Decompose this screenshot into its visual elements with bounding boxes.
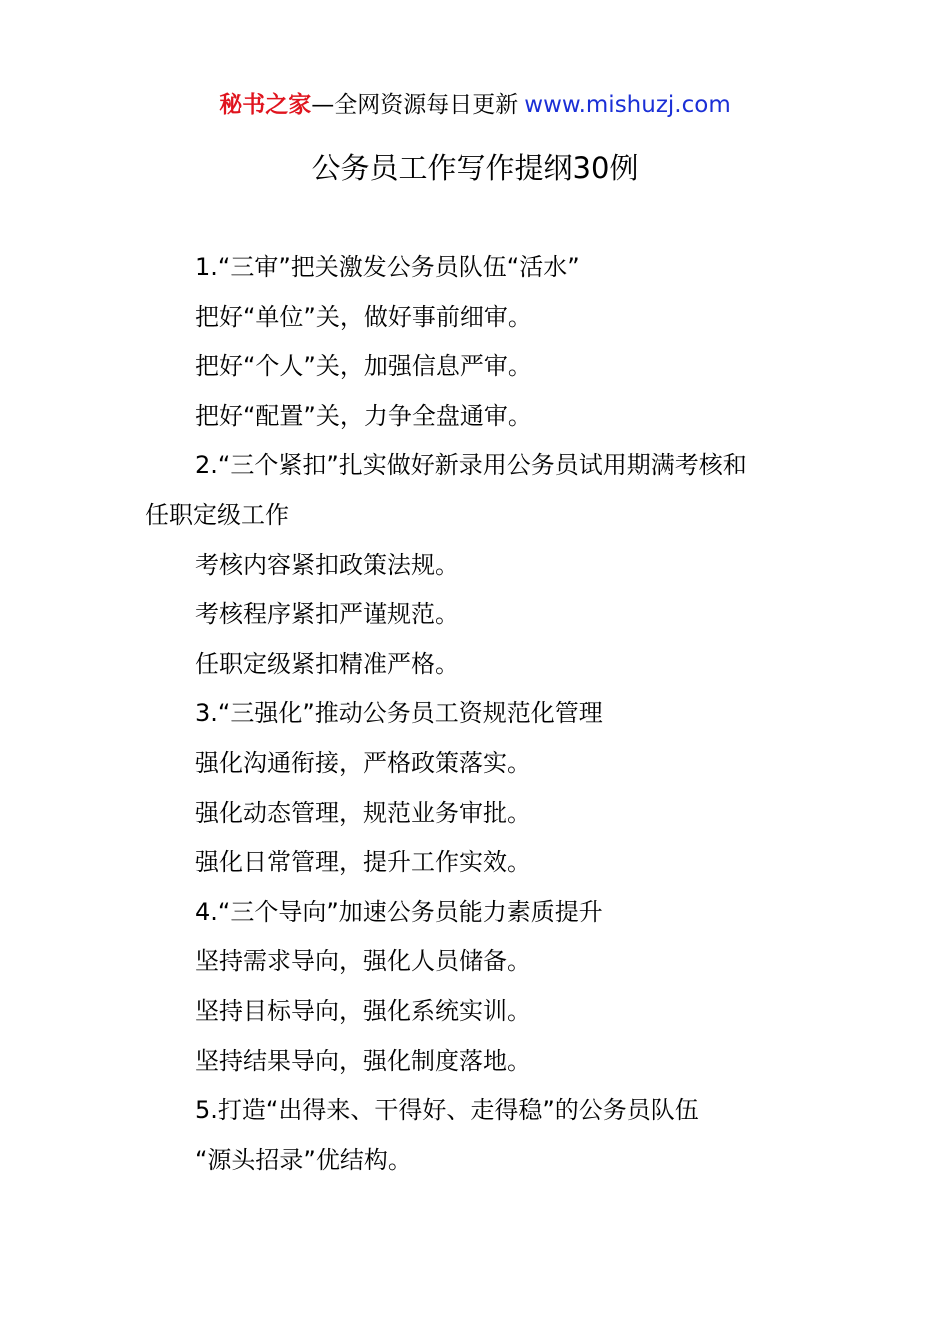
outline-heading-5: 5.打造“出得来、干得好、走得稳”的公务员队伍 <box>195 1096 699 1125</box>
outline-point: 强化沟通衔接，严格政策落实。 <box>195 748 531 777</box>
site-url[interactable]: www.mishuzj.com <box>524 92 731 118</box>
outline-point: 把好“配置”关，力争全盘通审。 <box>195 401 532 430</box>
outline-point: 坚持需求导向，强化人员储备。 <box>195 947 531 976</box>
header-tagline: —全网资源每日更新 <box>311 92 519 118</box>
outline-point: 考核内容紧扣政策法规。 <box>195 550 459 579</box>
outline-point: 强化动态管理，规范业务审批。 <box>195 798 531 827</box>
outline-heading-3: 3.“三强化”推动公务员工资规范化管理 <box>195 699 603 728</box>
document-body <box>145 243 815 1185</box>
outline-heading-2: 2.“三个紧扣”扎实做好新录用公务员试用期满考核和 <box>195 451 747 480</box>
outline-heading-2-continued: 任职定级工作 <box>145 500 289 529</box>
site-header <box>0 86 950 124</box>
outline-heading-1: 1.“三审”把关激发公务员队伍“活水” <box>195 253 580 281</box>
outline-point: 任职定级紧扣精准严格。 <box>195 649 459 678</box>
outline-point: 把好“单位”关，做好事前细审。 <box>195 302 532 331</box>
document-title: 公务员工作写作提纲30例 <box>311 151 639 185</box>
outline-point: 考核程序紧扣严谨规范。 <box>195 600 459 629</box>
outline-point: 把好“个人”关，加强信息严审。 <box>195 352 532 381</box>
outline-point: 坚持结果导向，强化制度落地。 <box>195 1046 531 1075</box>
outline-point: “源头招录”优结构。 <box>195 1145 412 1174</box>
outline-point: 坚持目标导向，强化系统实训。 <box>195 996 531 1025</box>
brand-name: 秘书之家 <box>219 92 312 118</box>
outline-point: 强化日常管理，提升工作实效。 <box>195 848 531 877</box>
outline-heading-4: 4.“三个导向”加速公务员能力素质提升 <box>195 897 603 926</box>
